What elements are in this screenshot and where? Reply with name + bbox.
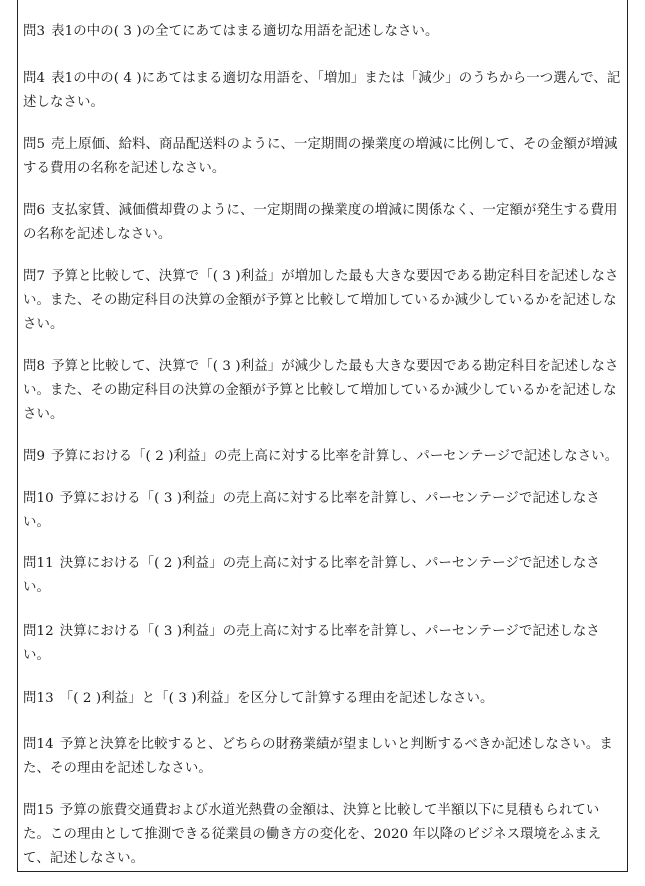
- question-number: 問13: [23, 691, 54, 706]
- question-text: 表1の中の( 4 )にあてはまる適切な用語を、「増加」または「減少」のうちから一つ選んで、記述しなさい。: [23, 71, 621, 110]
- question-number: 問5: [23, 137, 46, 152]
- question-11: [23, 552, 623, 600]
- question-10: [23, 487, 623, 535]
- question-12: [23, 620, 623, 668]
- question-4: [23, 67, 623, 115]
- question-text: 予算における「( 2 )利益」の売上高に対する比率を計算し、パーセンテージで記述しなさい。: [51, 449, 619, 464]
- question-text: 決算における「( 3 )利益」の売上高に対する比率を計算し、パーセンテージで記述しなさい。: [23, 624, 600, 663]
- question-number: 問8: [23, 359, 46, 374]
- question-number: 問15: [23, 803, 54, 818]
- question-text: 決算における「( 2 )利益」の売上高に対する比率を計算し、パーセンテージで記述しなさい。: [23, 556, 600, 595]
- question-15: [23, 799, 623, 871]
- question-number: 問4: [23, 71, 46, 86]
- question-text: 予算の旅費交通費および水道光熱費の金額は、決算と比較して半額以下に見積もられていた。この理由として推測できる従業員の働き方の変化を、2020 年以降のビジネス環境をふまえて、記述しなさい。: [23, 803, 602, 866]
- question-number: 問6: [23, 203, 46, 218]
- question-number: 問3: [23, 24, 46, 39]
- question-3: [23, 20, 623, 44]
- question-number: 問12: [23, 624, 54, 639]
- question-7: [23, 265, 623, 337]
- question-5: [23, 133, 623, 181]
- question-6: [23, 199, 623, 247]
- question-number: 問7: [23, 269, 46, 284]
- question-number: 問11: [23, 556, 54, 571]
- question-14: [23, 733, 623, 781]
- question-number: 問14: [23, 737, 54, 752]
- question-13: [23, 687, 623, 711]
- question-9: [23, 445, 623, 469]
- question-text: 表1の中の( 3 )の全てにあてはまる適切な用語を記述しなさい。: [51, 24, 439, 39]
- question-text: 予算と比較して、決算で「( 3 )利益」が増加した最も大きな要因である勘定科目を記述しなさい。また、その勘定科目の決算の金額が予算と比較して増加しているか減少しているかを記述しなさい。: [23, 269, 619, 332]
- question-text: 「( 2 )利益」と「( 3 )利益」を区分して計算する理由を記述しなさい。: [59, 691, 494, 706]
- question-text: 予算と比較して、決算で「( 3 )利益」が減少した最も大きな要因である勘定科目を記述しなさい。また、その勘定科目の決算の金額が予算と比較して増加しているか減少しているかを記述しなさい。: [23, 359, 619, 422]
- question-text: 予算における「( 3 )利益」の売上高に対する比率を計算し、パーセンテージで記述しなさい。: [23, 491, 600, 530]
- question-number: 問9: [23, 449, 46, 464]
- question-8: [23, 355, 623, 427]
- question-text: 売上原価、給料、商品配送料のように、一定期間の操業度の増減に比例して、その金額が増減する費用の名称を記述しなさい。: [23, 137, 618, 176]
- question-number: 問10: [23, 491, 54, 506]
- question-text: 予算と決算を比較すると、どちらの財務業績が望ましいと判断するべきか記述しなさい。また、その理由を記述しなさい。: [23, 737, 613, 776]
- question-text: 支払家賃、減価償却費のように、一定期間の操業度の増減に関係なく、一定額が発生する費用の名称を記述しなさい。: [23, 203, 618, 242]
